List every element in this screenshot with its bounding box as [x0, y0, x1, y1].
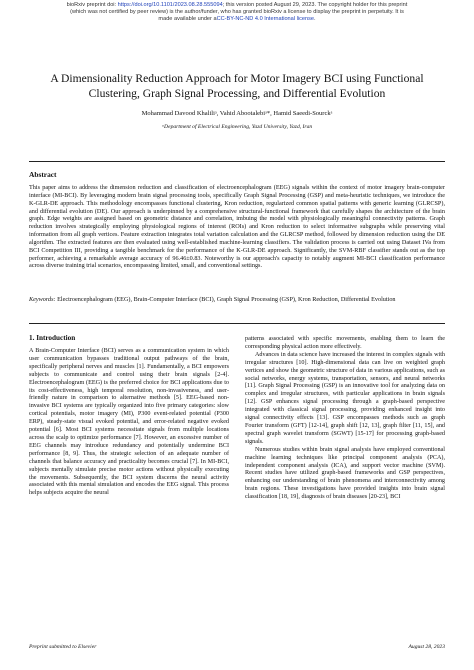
affiliation: ᵃDepartment of Electrical Engineering, Yazd University, Yazd, Iran	[161, 124, 313, 130]
banner-line-1-suffix: ; this version posted August 29, 2023. The copyright holder for this preprint	[222, 2, 408, 8]
body-column-left	[29, 348, 229, 498]
section-heading-introduction: 1. Introduction	[29, 334, 76, 342]
keywords	[29, 296, 445, 304]
paragraph: patterns associated with specific movements, enabling them to learn the corresponding physical action more effectively.	[245, 336, 445, 350]
doi-link[interactable]: https://doi.org/10.1101/2023.08.28.555094	[117, 2, 223, 8]
banner-line-1-prefix: bioRxiv preprint doi:	[66, 2, 118, 8]
paragraph: A Brain-Computer Interface (BCI) serves as a communication system in which user communication bypasses traditional output pathways of the brain, specifically peripheral nerves and muscles [1]. Fundamentally, a BCI empowers subjects to communicate and control using their brain signals [2-4]. Electroencephalogram (EEG) is the preferred choice for BCI applications due to its cost-effectiveness, high temporal resolution, non-invasiveness, and user-friendly nature in comparison to alternative methods [5]. EEG-based non-invasive BCI systems are typically organized into five primary categories: slow cortical potentials, motor imagery (MI), P300 event-related potential (P300 ERP), steady-state visual evoked potential, and error-related negative evoked potential [6]. Most BCI systems necessitate signals from multiple locations across the scalp to optimize performance [7]. However, an excessive number of EEG channels may introduce redundancy and potentially undermine BCI performance [8, 9]. Thus, the strategic selection of an adequate number of channels that balance accuracy and practicality becomes crucial [7]. In MI-BCI, subjects mentally simulate precise motor actions without physically executing the movements. Subsequently, the BCI system discerns the neural activity associated with this mental simulation and encodes the EEG signal. This process helps subjects acquire the neural	[29, 348, 229, 497]
banner-line-2: (which was not certified by peer review) is the author/funder, who has granted bioRxiv a license to display the preprint in perpetuity. It is	[70, 9, 404, 15]
keywords-text: Electroencephalogram (EEG), Brain-Computer Interface (BCI), Graph Signal Processing (GSP), Kron Reduction, Differential Evolution	[55, 296, 396, 303]
license-link[interactable]: CC-BY-NC-ND 4.0 International license	[216, 16, 314, 22]
banner-line-3-prefix: made available under a	[158, 16, 217, 22]
body-column-right	[245, 336, 445, 502]
paragraph: Numerous studies within brain signal analysis have employed conventional machine learning techniques like principal component analysis (PCA), independent component analysis (ICA), and support vector machine (SVM). Recent studies have utilized graph-based frameworks and GSP perspectives, enhancing our understanding of brain phenomena and interconnectivity among brain regions. These investigations have provided insights into brain signal classification [18, 19], diagnosis of brain diseases [20-23], BCI	[245, 446, 445, 501]
divider-top	[29, 161, 445, 162]
keywords-label: Keywords:	[29, 296, 56, 303]
divider-bottom	[29, 323, 445, 324]
author-list: Mohammad Davood Khaliliᵃ, Vahid Abootalebiᵃ*, Hamid Saeedi-Sourckᵃ	[141, 110, 333, 117]
abstract-heading: Abstract	[29, 170, 57, 179]
banner-line-3-suffix: .	[314, 16, 316, 22]
banner-line-3	[0, 16, 474, 23]
preprint-banner	[0, 2, 474, 23]
footer-journal-note: Preprint submitted to Elsevier	[29, 644, 97, 650]
abstract-text: This paper aims to address the dimension reduction and classification of electroencephalogram (EEG) signals within the context of motor imagery brain-computer interface (MI-BCI). By leveraging modern brain signal processing tools, specifically Graph Signal Processing (GSP) and meta-heuristic techniques, we introduce the K-GLR-DE approach. This methodology encompasses functional clustering, Kron reduction, regularized common spatial patterns with generic learning (GLRCSP), and differential evolution (DE). Our approach is underpinned by a comprehensive structural-functional framework that carefully shapes the architecture of the brain graph. Edge weights are assigned based on geometric distance and correlation, imbuing the model with physiologically meaningful connectivity patterns. Graph reduction involves strategically employing physiological regions of interest (ROIs) and Kron reduction to select informative subgraphs while preserving vital information from all graph vertices. Feature extraction integrates total variation calculation and the GLRCSP method, followed by dimension reduction using the DE algorithm. The extracted features are then evaluated using well-established machine-learning classifiers. The validation process is carried out using Dataset IVa from BCI Competition III, providing a tangible benchmark for the performance of the K-GLR-DE approach. Significantly, the SVM-RBF classifier stands out as the top performer, achieving a remarkable average accuracy of 96.46±0.83. Noteworthy is our approach's capacity to notably augment MI-BCI classification performance across diverse training trial scenarios, encompassing limited, small, and conventional settings.	[29, 184, 445, 270]
paper-title: A Dimensionality Reduction Approach for Motor Imagery BCI using Functional Clustering, Graph Signal Processing, and Differential Evolution	[50, 72, 424, 100]
footer-date: August 28, 2023	[408, 644, 445, 650]
paragraph: Advances in data science have increased the interest in complex signals with irregular structures [10]. High-dimensional data can live on weighted graph vertices and show the geometric structure of data in various applications, such as social networks, energy systems, transportation, sensors, and neural networks [11]. Graph Signal Processing (GSP) is an innovative tool for analyzing data on complex and irregular structures, with particular applications in brain signals [12]. GSP enhances signal processing through a graph-based perspective integrated with classical signal processing, providing enhanced insight into signal connectivity effects [13]. GSP encompasses methods such as graph Fourier transform (GFT) [12-14], graph shift [12, 13], graph filter [11, 15], and spectral graph wavelet transform (SGWT) [15-17] for processing graph-based signals.	[245, 351, 445, 445]
banner-line-1	[0, 2, 474, 9]
